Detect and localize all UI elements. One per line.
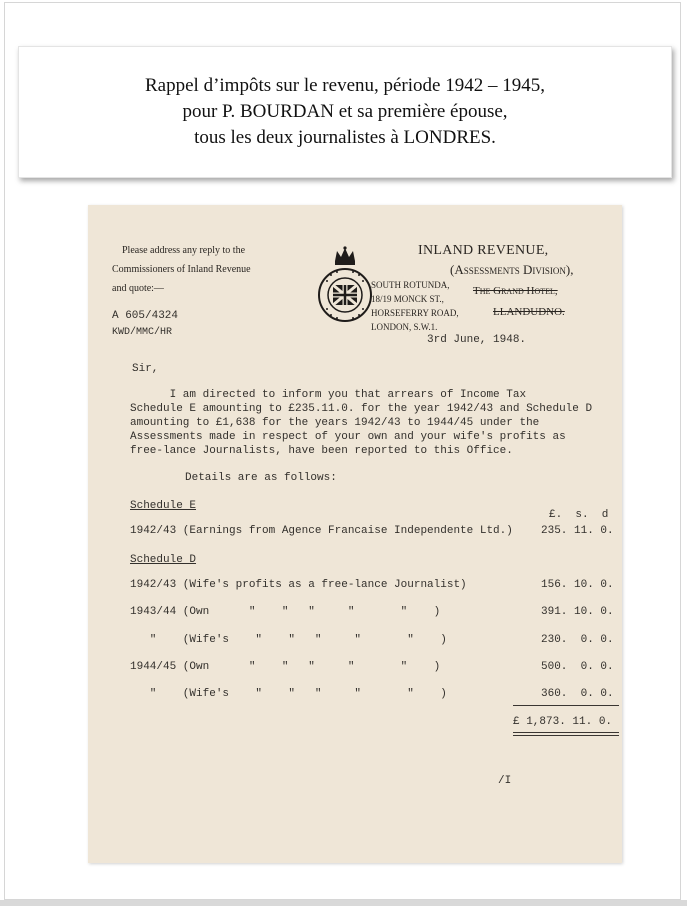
- address-line-1: SOUTH ROTUNDA,: [371, 280, 450, 290]
- letter-date: 3rd June, 1948.: [427, 334, 527, 346]
- body-line-3: amounting to £1,638 for the years 1942/43 to 1944/45 under the: [130, 417, 540, 429]
- caption-line-2: pour P. BOURDAN et sa première épouse,: [182, 101, 508, 122]
- caption-line-1: Rappel d’impôts sur le revenu, période 1942 – 1945,: [145, 75, 545, 96]
- currency-header: £. s. d: [549, 509, 609, 521]
- schedule-d-row-desc: " (Wife's " " " " " ): [130, 688, 447, 700]
- address-line-2: 18/19 MONCK ST.,: [371, 294, 444, 304]
- total-rule-1: [513, 732, 619, 733]
- schedule-d-row-amount: 360. 0. 0.: [541, 688, 614, 700]
- schedule-d-row-desc: 1942/43 (Wife's profits as a free-lance Journalist): [130, 579, 467, 591]
- schedule-d-row-amount: 500. 0. 0.: [541, 661, 614, 673]
- schedule-d-row-amount: 391. 10. 0.: [541, 606, 614, 618]
- schedule-d-row-amount: 230. 0. 0.: [541, 634, 614, 646]
- schedule-e-row-amount: 235. 11. 0.: [541, 525, 614, 537]
- bottom-edge: [0, 900, 687, 906]
- details-intro: Details are as follows:: [185, 472, 337, 484]
- office-title: INLAND REVENUE,: [418, 243, 549, 258]
- total-rule-2: [513, 735, 619, 736]
- reference-code: KWD/MMC/HR: [112, 327, 173, 338]
- address-line-4: LONDON, S.W.1.: [371, 322, 438, 332]
- crown-shield-emblem-icon: [317, 245, 373, 327]
- schedule-d-row-desc: " (Wife's " " " " " ): [130, 634, 447, 646]
- body-line-5: free-lance Journalists, have been reported to this Office.: [130, 445, 513, 457]
- schedule-d-row-amount: 156. 10. 0.: [541, 579, 614, 591]
- reply-note-line-1: Please address any reply to the: [122, 245, 246, 256]
- schedule-d-heading: Schedule D: [130, 554, 197, 566]
- schedule-e-heading: Schedule E: [130, 500, 197, 512]
- caption-box: [18, 46, 672, 178]
- reply-note-line-2: Commissioners of Inland Revenue: [112, 264, 251, 275]
- struck-address-line-2: LLANDUDNO.: [493, 306, 565, 318]
- schedule-e-row-desc: 1942/43 (Earnings from Agence Francaise Independente Ltd.): [130, 525, 513, 537]
- total-amount: £ 1,873. 11. 0.: [513, 716, 613, 728]
- body-line-4: Assessments made in respect of your own and your wife's profits as: [130, 431, 566, 443]
- letter-paper: [88, 205, 622, 863]
- schedule-d-row-desc: 1943/44 (Own " " " " " ): [130, 606, 441, 618]
- address-line-3: HORSEFERRY ROAD,: [371, 308, 459, 318]
- reply-note-line-3: and quote:—: [112, 283, 164, 294]
- body-line-2: Schedule E amounting to £235.11.0. for the year 1942/43 and Schedule D: [130, 403, 593, 415]
- reference-number: A 605/4324: [112, 310, 179, 322]
- schedule-d-row-desc: 1944/45 (Own " " " " " ): [130, 661, 441, 673]
- body-line-1: I am directed to inform you that arrears of Income Tax: [130, 389, 527, 401]
- caption-line-3: tous les deux journalistes à LONDRES.: [194, 127, 496, 148]
- subtotal-rule: [513, 705, 619, 706]
- struck-address-line-1: The Grand Hotel,: [473, 285, 558, 297]
- page-continuation-marker: /I: [498, 775, 512, 787]
- division-name: (Assessments Division),: [450, 262, 574, 277]
- salutation: Sir,: [132, 363, 159, 375]
